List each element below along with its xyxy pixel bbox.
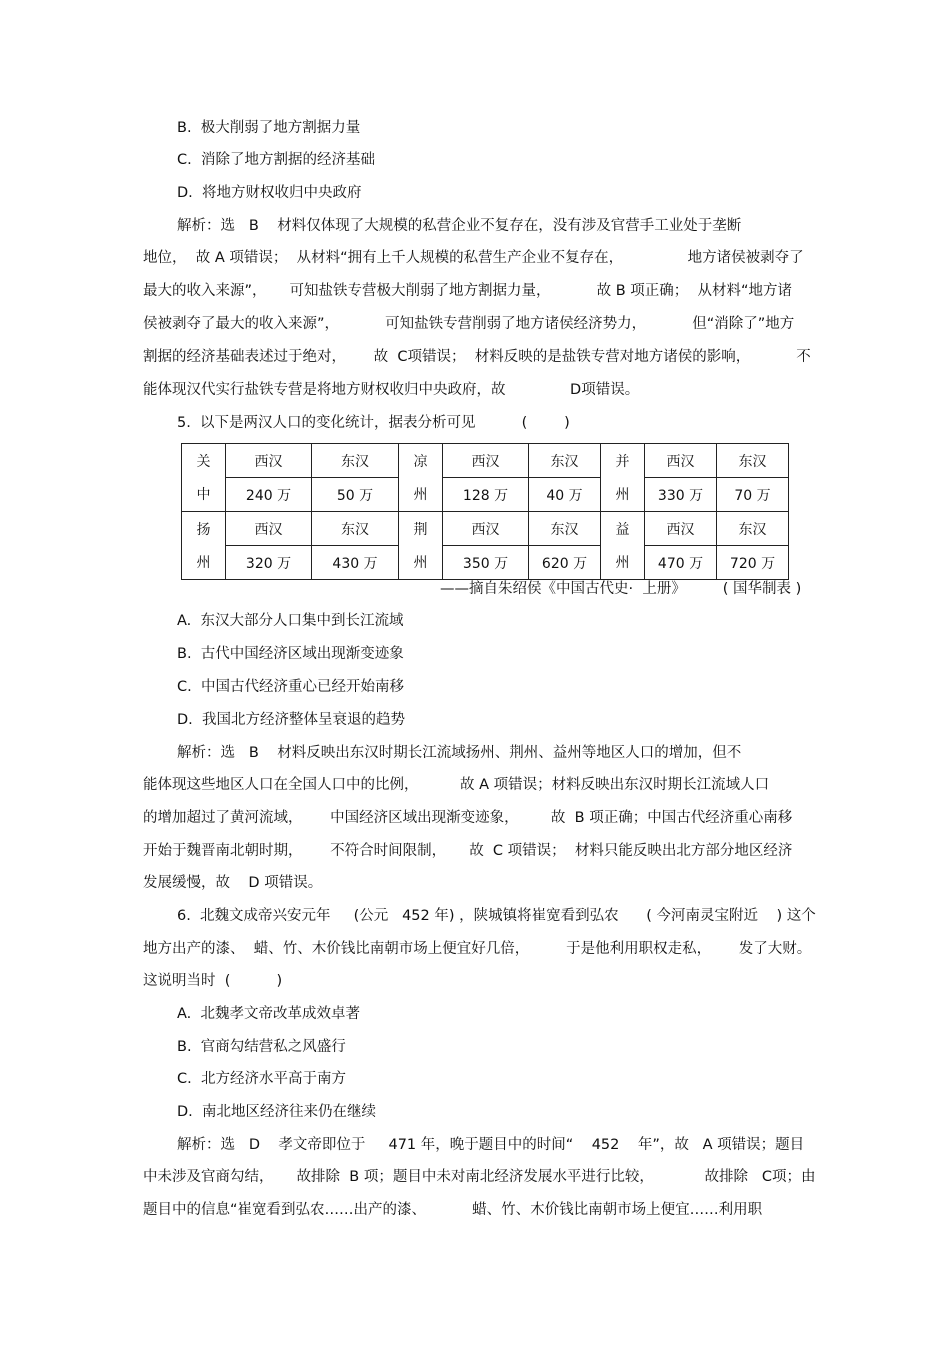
- region-cell: 凉: [399, 444, 443, 478]
- value-cell: 720 万: [717, 546, 789, 580]
- region-cell: 关: [182, 444, 226, 478]
- header-cell: 东汉: [717, 444, 789, 478]
- value-cell: 430 万: [312, 546, 399, 580]
- header-cell: 东汉: [529, 512, 601, 546]
- q6-analysis-line: 题目中的信息“崔宽看到弘农……出产的漆、 蜡、竹、木价钱比南朝市场上便宜……利用职: [143, 1202, 763, 1218]
- q6-analysis-line: 解析：选 D 孝文帝即位于 471 年，晚于题目中的时间“ 452 年”，故 A 项错误；题目: [177, 1137, 805, 1153]
- q5-analysis-line: 能体现这些地区人口在全国人口中的比例， 故 A 项错误；材料反映出东汉时期长江流域人口: [143, 777, 770, 793]
- header-cell: 东汉: [529, 444, 601, 478]
- q5-option-c: C. 中国古代经济重心已经开始南移: [177, 679, 404, 695]
- region-cell: 州: [601, 478, 645, 512]
- q4-analysis-line: 最大的收入来源”， 可知盐铁专营极大削弱了地方割据力量， 故 B 项正确； 从材料“地方诸: [143, 283, 793, 299]
- header-cell: 西汉: [645, 444, 717, 478]
- q6-option-d: D. 南北地区经济往来仍在继续: [177, 1104, 376, 1120]
- q6-analysis-line: 中未涉及官商勾结， 故排除 B 项；题目中未对南北经济发展水平进行比较， 故排除 C项；由: [143, 1169, 816, 1185]
- population-table: [181, 443, 789, 580]
- q5-analysis-line: 解析：选 B 材料反映出东汉时期长江流域扬州、荆州、益州等地区人口的增加，但不: [177, 745, 742, 761]
- q4-analysis-line: 解析：选 B 材料仅体现了大规模的私营企业不复存在，没有涉及官营手工业处于垄断: [177, 218, 742, 234]
- value-cell: 330 万: [645, 478, 717, 512]
- q4-analysis-line: 地位， 故 A 项错误； 从材料“拥有上千人规模的私营生产企业不复存在， 地方诸侯被剥夺了: [143, 250, 804, 266]
- q5-option-d: D. 我国北方经济整体呈衰退的趋势: [177, 712, 405, 728]
- region-cell: 州: [399, 546, 443, 580]
- table-source: ——摘自朱绍侯《中国古代史· 上册》 ( 国华制表 ): [440, 581, 802, 597]
- value-cell: 240 万: [226, 478, 312, 512]
- value-cell: 320 万: [226, 546, 312, 580]
- value-cell: 620 万: [529, 546, 601, 580]
- region-cell: 州: [182, 546, 226, 580]
- region-cell: 并: [601, 444, 645, 478]
- q6-stem-line: 这说明当时 ( ): [143, 973, 283, 989]
- region-cell: 中: [182, 478, 226, 512]
- header-cell: 东汉: [717, 512, 789, 546]
- q6-stem-line: 6. 北魏文成帝兴安元年 (公元 452 年) ，陕城镇将崔宽看到弘农 ( 今河南灵宝附近 ) 这个: [177, 908, 816, 924]
- value-cell: 70 万: [717, 478, 789, 512]
- value-cell: 50 万: [312, 478, 399, 512]
- q4-option-c: C. 消除了地方割据的经济基础: [177, 152, 375, 168]
- q5-analysis-line: 开始于魏晋南北朝时期， 不符合时间限制， 故 C 项错误； 材料只能反映出北方部分地区经济: [143, 843, 793, 859]
- region-cell: 益: [601, 512, 645, 546]
- q6-option-a: A. 北魏孝文帝改革成效卓著: [177, 1006, 360, 1022]
- value-cell: 128 万: [443, 478, 529, 512]
- header-cell: 东汉: [312, 512, 399, 546]
- q5-stem: 5. 以下是两汉人口的变化统计，据表分析可见 ( ): [177, 415, 570, 431]
- value-cell: 350 万: [443, 546, 529, 580]
- q5-option-b: B. 古代中国经济区域出现渐变迹象: [177, 646, 404, 662]
- q6-stem-line: 地方出产的漆、 蜡、竹、木价钱比南朝市场上便宜好几倍， 于是他利用职权走私， 发了大财。: [143, 941, 812, 957]
- region-cell: 荆: [399, 512, 443, 546]
- region-cell: 州: [399, 478, 443, 512]
- header-cell: 东汉: [312, 444, 399, 478]
- header-cell: 西汉: [645, 512, 717, 546]
- q4-analysis-line: 侯被剥夺了最大的收入来源”， 可知盐铁专营削弱了地方诸侯经济势力， 但“消除了”地方: [143, 316, 795, 332]
- value-cell: 40 万: [529, 478, 601, 512]
- q4-option-b: B. 极大削弱了地方割据力量: [177, 120, 361, 136]
- q4-analysis-line: 能体现汉代实行盐铁专营是将地方财权收归中央政府，故 D项错误。: [143, 382, 640, 398]
- q5-analysis-line: 发展缓慢，故 D 项错误。: [143, 875, 323, 891]
- header-cell: 西汉: [226, 512, 312, 546]
- q5-option-a: A. 东汉大部分人口集中到长江流域: [177, 613, 404, 629]
- q6-option-c: C. 北方经济水平高于南方: [177, 1071, 346, 1087]
- region-cell: 州: [601, 546, 645, 580]
- q5-analysis-line: 的增加超过了黄河流域， 中国经济区域出现渐变迹象， 故 B 项正确；中国古代经济重心南移: [143, 810, 793, 826]
- q4-analysis-line: 割据的经济基础表述过于绝对， 故 C项错误； 材料反映的是盐铁专营对地方诸侯的影响， 不: [143, 349, 811, 365]
- header-cell: 西汉: [443, 444, 529, 478]
- header-cell: 西汉: [226, 444, 312, 478]
- q6-option-b: B. 官商勾结营私之风盛行: [177, 1039, 346, 1055]
- region-cell: 扬: [182, 512, 226, 546]
- header-cell: 西汉: [443, 512, 529, 546]
- q4-option-d: D. 将地方财权收归中央政府: [177, 185, 362, 201]
- value-cell: 470 万: [645, 546, 717, 580]
